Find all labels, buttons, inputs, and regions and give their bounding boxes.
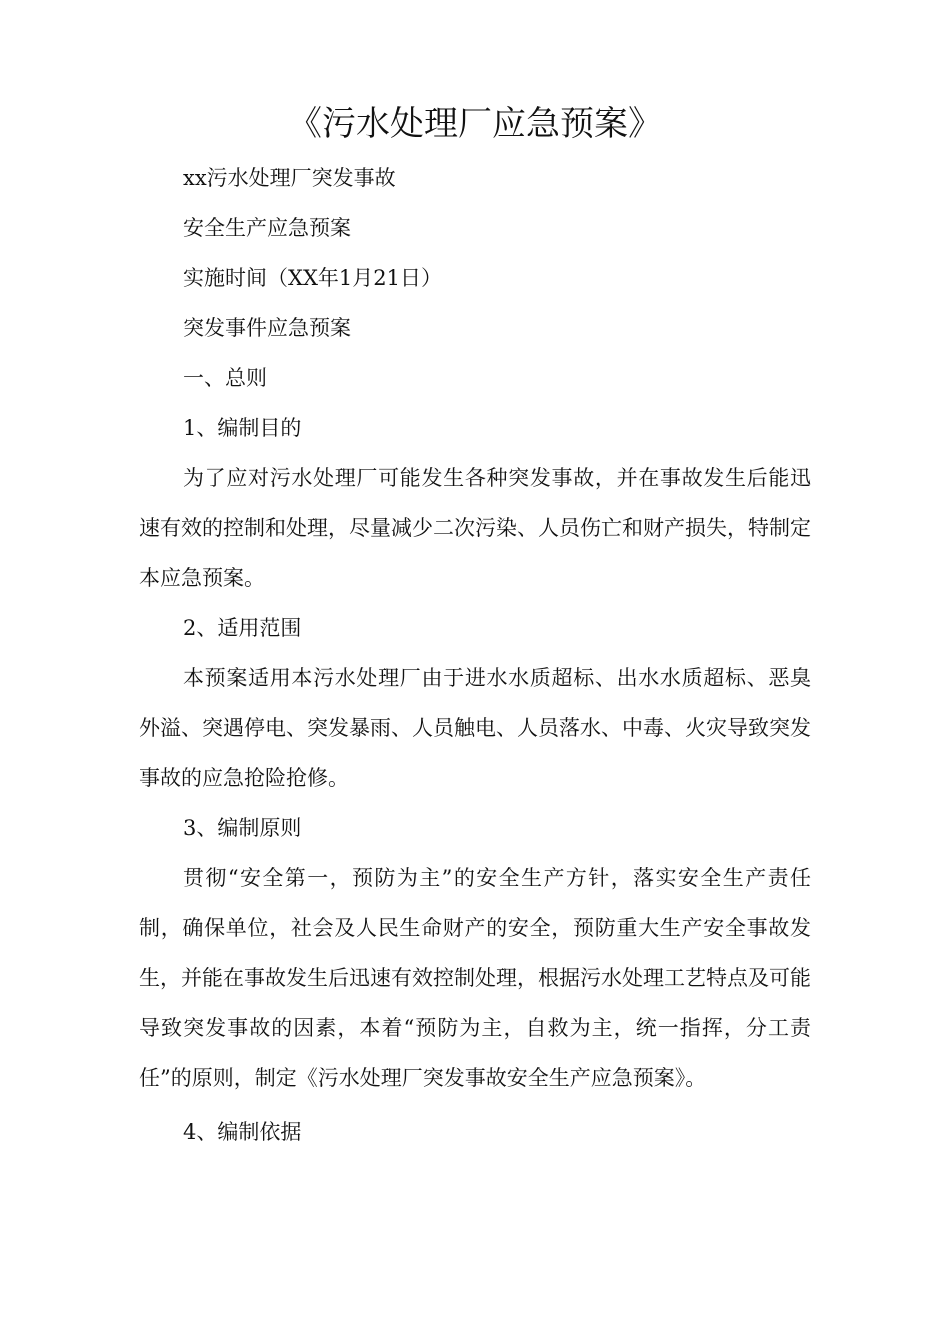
- heading-scope: 2、适用范围: [183, 616, 302, 640]
- document-body: [139, 153, 811, 1157]
- subtitle-line-1: xx污水处理厂突发事故: [183, 166, 396, 190]
- document-title: 《污水处理厂应急预案》: [288, 104, 662, 144]
- paragraph-scope: 本预案适用本污水处理厂由于进水水质超标、出水水质超标、恶臭外溢、突遇停电、突发暴雨、人员触电、人员落水、中毒、火灾导致突发事故的应急抢险抢修。: [139, 666, 811, 790]
- subtitle-line-4: 突发事件应急预案: [183, 316, 351, 340]
- effective-date-line: 实施时间（XX年1月21日）: [183, 266, 442, 290]
- heading-basis: 4、编制依据: [183, 1120, 302, 1144]
- paragraph-purpose: 为了应对污水处理厂可能发生各种突发事故，并在事故发生后能迅速有效的控制和处理，尽量减少二次污染、人员伤亡和财产损失，特制定本应急预案。: [139, 466, 811, 590]
- paragraph-principles: 贯彻“安全第一，预防为主”的安全生产方针，落实安全生产责任制，确保单位，社会及人民生命财产的安全，预防重大生产安全事故发生，并能在事故发生后迅速有效控制处理，根据污水处理工艺特点及可能导致突发事故的因素，本着“预防为主，自救为主，统一指挥，分工责任”的原则，制定《污水处理厂突发事故安全生产应急预案》。: [139, 866, 811, 1090]
- heading-purpose: 1、编制目的: [183, 416, 302, 440]
- section-heading-general: 一、总则: [183, 366, 267, 390]
- subtitle-line-2: 安全生产应急预案: [183, 216, 351, 240]
- heading-principles: 3、编制原则: [183, 816, 302, 840]
